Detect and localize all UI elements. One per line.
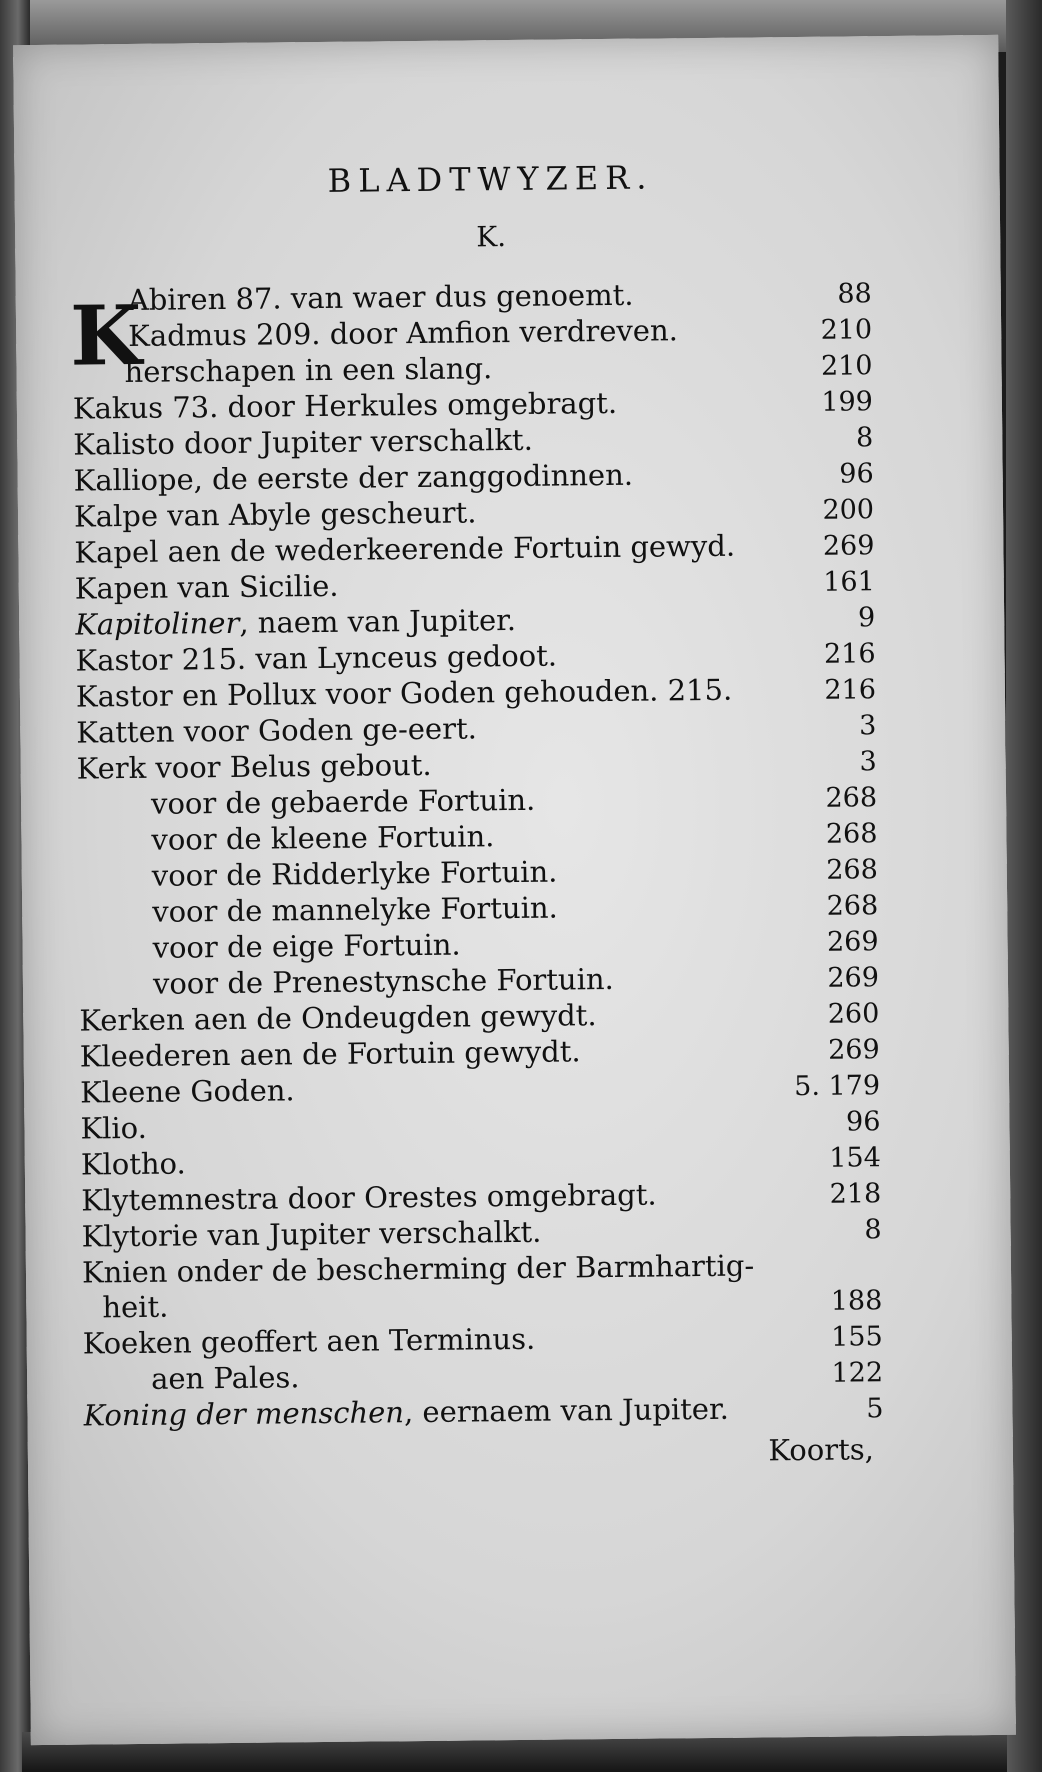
entry-text: Kadmus 209. door Amfion verdreven. [127, 313, 679, 354]
entry-text: Kleederen aen de Fortuin gewydt. [79, 1034, 581, 1074]
entry-text: Kastor en Pollux voor Goden gehouden. 215. [75, 672, 733, 714]
entry-text: Kapen van Sicilie. [74, 568, 339, 606]
entry-text: Klytemnestra door Orestes omgebragt. [81, 1177, 657, 1218]
entry-page: 5. 179 [794, 1070, 881, 1103]
entry-text: aen Pales. [150, 1360, 300, 1396]
entry-text: Kleene Goden. [79, 1073, 295, 1110]
entry-text: voor de Ridderlyke Fortuin. [151, 854, 558, 893]
entry-text: heit. [102, 1289, 169, 1325]
entry-page: 3 [858, 710, 877, 742]
entry-page: 154 [829, 1142, 881, 1174]
entry-page: 269 [822, 530, 875, 562]
entry-page: 268 [825, 818, 878, 850]
entry-page: 122 [831, 1357, 884, 1389]
entry-text: Kalisto door Jupiter verschalkt. [73, 422, 534, 462]
index-content [70, 116, 884, 1474]
entry-page: 155 [830, 1321, 883, 1353]
entry-page: 161 [823, 566, 875, 598]
entry-page: 269 [827, 962, 880, 994]
page-title: BLADTWYZER. [327, 158, 654, 200]
entry-page: 268 [825, 782, 878, 814]
section-letter: K. [476, 220, 507, 254]
entry-page: 216 [823, 638, 876, 670]
entry-text: voor de Prenestynsche Fortuin. [152, 961, 614, 1001]
entry-text: voor de kleene Fortuin. [151, 819, 495, 857]
entry-text: Knien onder de bescherming der Barmhartig- [81, 1248, 755, 1290]
entry-text-rest: , naem van Jupiter. [239, 602, 517, 640]
catchword: Koorts, [768, 1432, 875, 1468]
entry-page: 3 [859, 746, 877, 778]
entry-text: Katten voor Goden ge-eert. [76, 711, 478, 750]
entry-text: voor de mannelyke Fortuin. [152, 890, 558, 929]
entry-text: Kalliope, de eerste der zanggodinnen. [73, 457, 634, 498]
entry-text: Koeken geoffert aen Terminus. [82, 1321, 536, 1361]
dropcap-letter: K [69, 287, 142, 385]
entry-page: 268 [826, 854, 878, 886]
entry-page: 199 [821, 386, 874, 418]
index-entries [69, 275, 884, 1434]
entry-text: Kalpe van Abyle gescheurt. [73, 495, 477, 534]
entry-page: 200 [822, 494, 875, 526]
entry-page: 8 [864, 1214, 882, 1246]
entry-text: Kerk voor Belus gebout. [76, 747, 432, 786]
entry-text: herschapen in een slang. [124, 351, 493, 390]
entry-text: Kakus 73. door Herkules omgebragt. [72, 385, 618, 426]
entry-page: 268 [826, 890, 879, 922]
entry-page [792, 1274, 882, 1275]
entry-page: 210 [820, 314, 873, 346]
dropcap-block [69, 275, 873, 391]
entry-text: Kastor 215. van Lynceus gedoot. [75, 638, 558, 678]
entry-italic-term: Koning der menschen [83, 1395, 405, 1433]
entry-page: 260 [827, 998, 880, 1030]
entry-page: 96 [845, 1106, 881, 1138]
entry-page: 8 [855, 422, 874, 454]
entry-page: 88 [837, 278, 872, 310]
book-page [13, 35, 1016, 1745]
entry-page: 218 [829, 1178, 882, 1210]
entry-text: Klotho. [80, 1146, 186, 1182]
entry-text: Abiren 87. van waer dus genoemt. [127, 277, 634, 318]
entry-text: voor de gebaerde Fortuin. [150, 782, 536, 821]
entry-text: voor de eige Fortuin. [152, 927, 461, 965]
entry-text: Kapel aen de wederkeerende Fortuin gewyd. [74, 528, 736, 570]
entry-page: 216 [824, 674, 877, 706]
entry-text [75, 600, 785, 642]
entry-page: 9 [857, 602, 876, 634]
entry-page: 5 [866, 1393, 884, 1425]
entry-text-rest: , eernaem van Jupiter. [403, 1391, 730, 1430]
entry-text: Kerken aen de Ondeugden gewydt. [79, 998, 597, 1038]
entry-text: Klytorie van Jupiter verschalkt. [81, 1214, 542, 1254]
entry-page: 210 [820, 350, 873, 382]
entry-page: 269 [826, 926, 879, 958]
entry-page: 96 [839, 458, 874, 490]
entry-text [83, 1391, 793, 1433]
entry-page: 269 [827, 1034, 880, 1066]
entry-page: 188 [830, 1285, 883, 1317]
entry-italic-term: Kapitoliner [75, 605, 240, 642]
index-entry [83, 1390, 883, 1434]
entry-text: Klio. [80, 1110, 148, 1146]
